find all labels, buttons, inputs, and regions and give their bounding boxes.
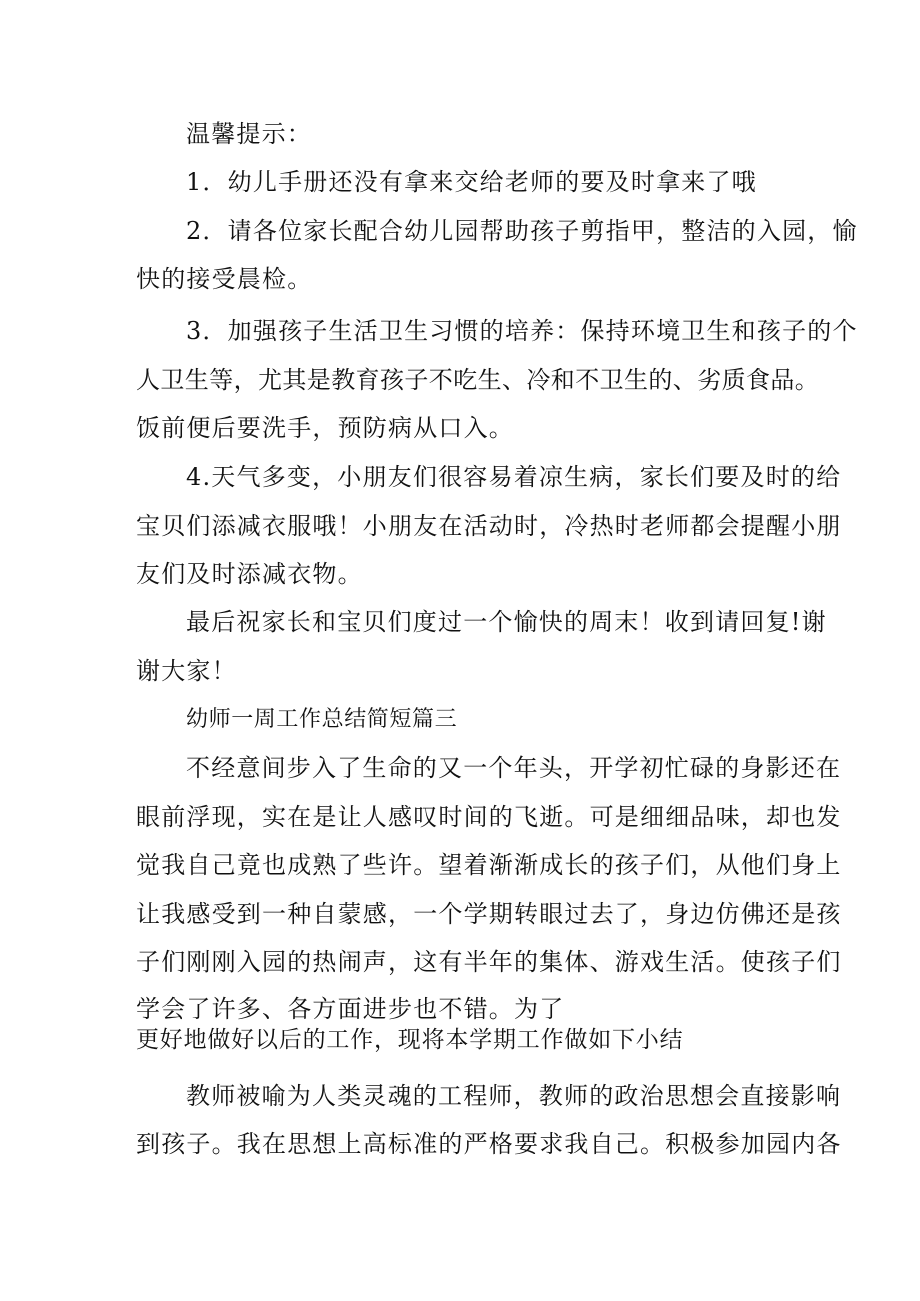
tip-4-line-3: 友们及时添减衣物。 (136, 560, 363, 588)
paragraph-1-line-7: 更好地做好以后的工作，现将本学期工作做如下小结 (136, 1027, 684, 1053)
paragraph-2-line-1: 教师被喻为人类灵魂的工程师，教师的政治思想会直接影响 (186, 1082, 842, 1110)
paragraph-1-line-4: 让我感受到一种自蒙感，一个学期转眼过去了，身边仿佛还是孩 (136, 900, 842, 928)
tip-1: 1．幼儿手册还没有拿来交给老师的要及时拿来了哦 (186, 168, 757, 196)
paragraph-1-line-5: 子们刚刚入园的热闹声，这有半年的集体、游戏生活。使孩子们 (136, 948, 842, 976)
tip-4-line-2: 宝贝们添减衣服哦！小朋友在活动时，冷热时老师都会提醒小朋 (136, 512, 842, 540)
tip-2-line-2: 快的接受晨检。 (136, 265, 313, 293)
tip-heading: 温馨提示： (186, 120, 312, 148)
paragraph-1-line-1: 不经意间步入了生命的又一个年头，开学初忙碌的身影还在 (186, 754, 842, 782)
tip-3-line-2: 人卫生等，尤其是教育孩子不吃生、冷和不卫生的、劣质食品。 (136, 366, 820, 394)
tip-4-line-1: 4.天气多变，小朋友们很容易着凉生病，家长们要及时的给 (186, 463, 842, 491)
tip-3-line-3: 饭前便后要洗手，预防病从口入。 (136, 414, 514, 442)
paragraph-1-line-3: 觉我自己竟也成熟了些许。望着渐渐成长的孩子们，从他们身上 (136, 851, 842, 879)
tip-2-line-1: 2．请各位家长配合幼儿园帮助孩子剪指甲，整洁的入园，愉 (186, 217, 858, 245)
tip-3-line-1: 3．加强孩子生活卫生习惯的培养：保持环境卫生和孩子的个 (186, 317, 858, 345)
paragraph-1-line-6: 学会了许多、各方面进步也不错。为了 (136, 995, 565, 1023)
paragraph-1-line-2: 眼前浮现，实在是让人感叹时间的飞逝。可是细细品味，却也发 (136, 803, 842, 831)
paragraph-2-line-2: 到孩子。我在思想上高标准的严格要求我自己。积极参加园内各 (136, 1130, 842, 1158)
closing-line-2: 谢大家！ (136, 657, 237, 685)
section-title: 幼师一周工作总结简短篇三 (186, 707, 458, 732)
closing-line-1: 最后祝家长和宝贝们度过一个愉快的周末！收到请回复!谢 (186, 608, 827, 636)
